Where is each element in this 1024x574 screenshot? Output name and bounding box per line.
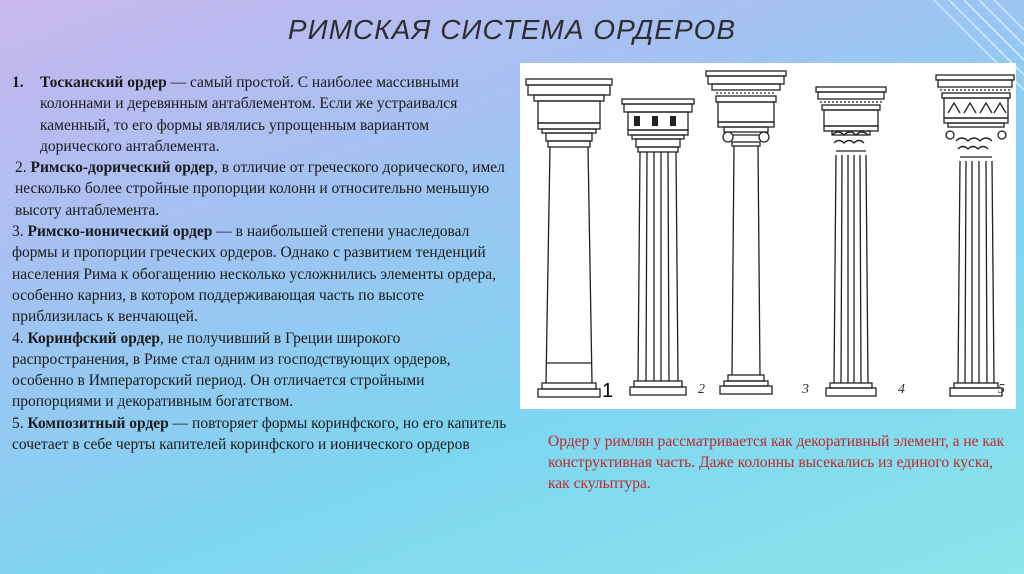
column-label-5: 5 xyxy=(998,382,1005,397)
order-text: — в наибольшей степени унаследовал формы и пропорции греческих ордеров. Однако с развитием тенденций населения Рима к обогащению несколько усложнились элементы ордера, особенно карниз, в котором поддерживающая часть по высоте приблизилась к венчающей. xyxy=(12,223,496,326)
item-number: 2. xyxy=(15,159,31,177)
order-text: — повторяет формы коринфского, но его капитель сочетает в себе черты капителей коринфского и ионического ордеров xyxy=(12,414,507,454)
orders-description xyxy=(12,72,512,455)
item-number: 1. xyxy=(12,74,24,91)
item-number: 4. xyxy=(12,329,28,347)
corinthian-column-drawing xyxy=(816,87,886,396)
column-label-4: 4 xyxy=(898,382,905,397)
column-label-3: 3 xyxy=(802,382,809,397)
column-label-1: 1 xyxy=(602,380,614,402)
composite-column-drawing xyxy=(936,75,1014,396)
list-item xyxy=(12,413,512,456)
list-item xyxy=(12,221,512,327)
note-text: Ордер у римлян рассматривается как декоративный элемент, а не как конструктивная часть. Даже колонны высекались из единого куска, как скульптура. xyxy=(548,433,1005,492)
order-text: , в отличие от греческого дорического, имел несколько более стройные пропорции колонн и относительно меньшую высоту антаблемента. xyxy=(15,159,505,219)
order-term: Композитный ордер xyxy=(27,414,169,432)
ionic-column-drawing xyxy=(706,71,786,394)
list-item xyxy=(12,328,512,413)
order-term: Тосканский ордер xyxy=(40,74,167,91)
item-number: 5. xyxy=(12,414,28,432)
order-term: Коринфский ордер xyxy=(27,329,160,347)
order-text: — самый простой. С наиболее массивными колоннами и деревянным антаблементом. Если же устраивался каменный, то его формы являлись упрощенным вариантом дорического антаблемента. xyxy=(40,74,459,155)
doric-column-drawing xyxy=(622,99,694,395)
columns-illustration xyxy=(520,63,1016,409)
slide-title: РИМСКАЯ СИСТЕМА ОРДЕРОВ xyxy=(287,14,737,45)
list-item xyxy=(12,72,512,157)
column-label-2: 2 xyxy=(698,382,705,397)
order-text: , не получивший в Греции широкого распространения, в Риме стал одним из господствующих ордеров, особенно в Императорский период. Он отличается стройными пропорциями и декоративным богатством. xyxy=(12,329,451,411)
tuscan-column-drawing xyxy=(526,79,612,397)
order-term: Римско-ионический ордер xyxy=(27,223,213,241)
list-item xyxy=(12,157,512,221)
order-term: Римско-дорический ордер xyxy=(30,159,214,177)
item-number: 3. xyxy=(12,223,28,241)
